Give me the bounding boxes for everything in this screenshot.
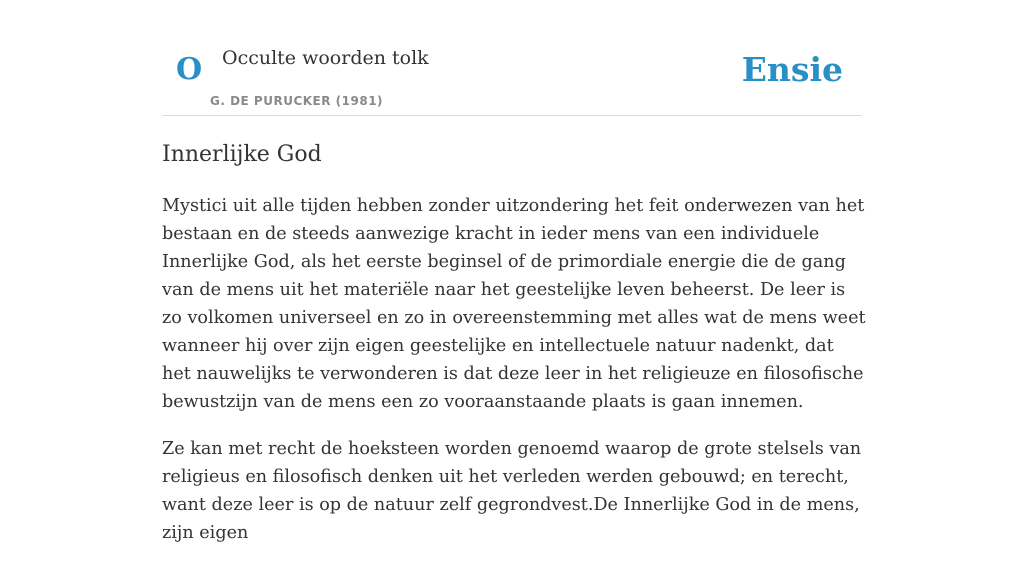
- page-header: [162, 0, 862, 116]
- article-body: [162, 192, 867, 566]
- article-paragraph: Mystici uit alle tijden hebben zonder uitzondering het feit onderwezen van het bestaan en de steeds aanwezige kracht in ieder mens van een individuele Innerlijke God, als het eerste beginsel of de primordiale energie die de gang van de mens uit het materiële naar het geestelijke leven beheerst. De leer is zo volkomen universeel en zo in overeenstemming met alles wat de mens weet wanneer hij over zijn eigen geestelijke en intellectuele natuur nadenkt, dat het nauwelijks te verwonderen is dat deze leer in het religieuze en filosofische bewustzijn van de mens een zo vooraanstaande plaats is gaan innemen.: [162, 196, 866, 412]
- book-title-link[interactable]: Occulte woorden tolk: [222, 47, 429, 69]
- book-author: G. DE PURUCKER (1981): [210, 94, 384, 108]
- article-paragraph: Ze kan met recht de hoeksteen worden genoemd waarop de grote stelsels van religieus en filosofisch denken uit het verleden werden gebouwd; en terecht, want deze leer is op de natuur zelf gegrondvest.De Innerlijke God in de mens, zijn eigen: [162, 439, 862, 543]
- ensie-logo-link[interactable]: Ensie: [741, 50, 843, 89]
- index-letter[interactable]: O: [176, 52, 203, 87]
- article-title: Innerlijke God: [162, 142, 322, 167]
